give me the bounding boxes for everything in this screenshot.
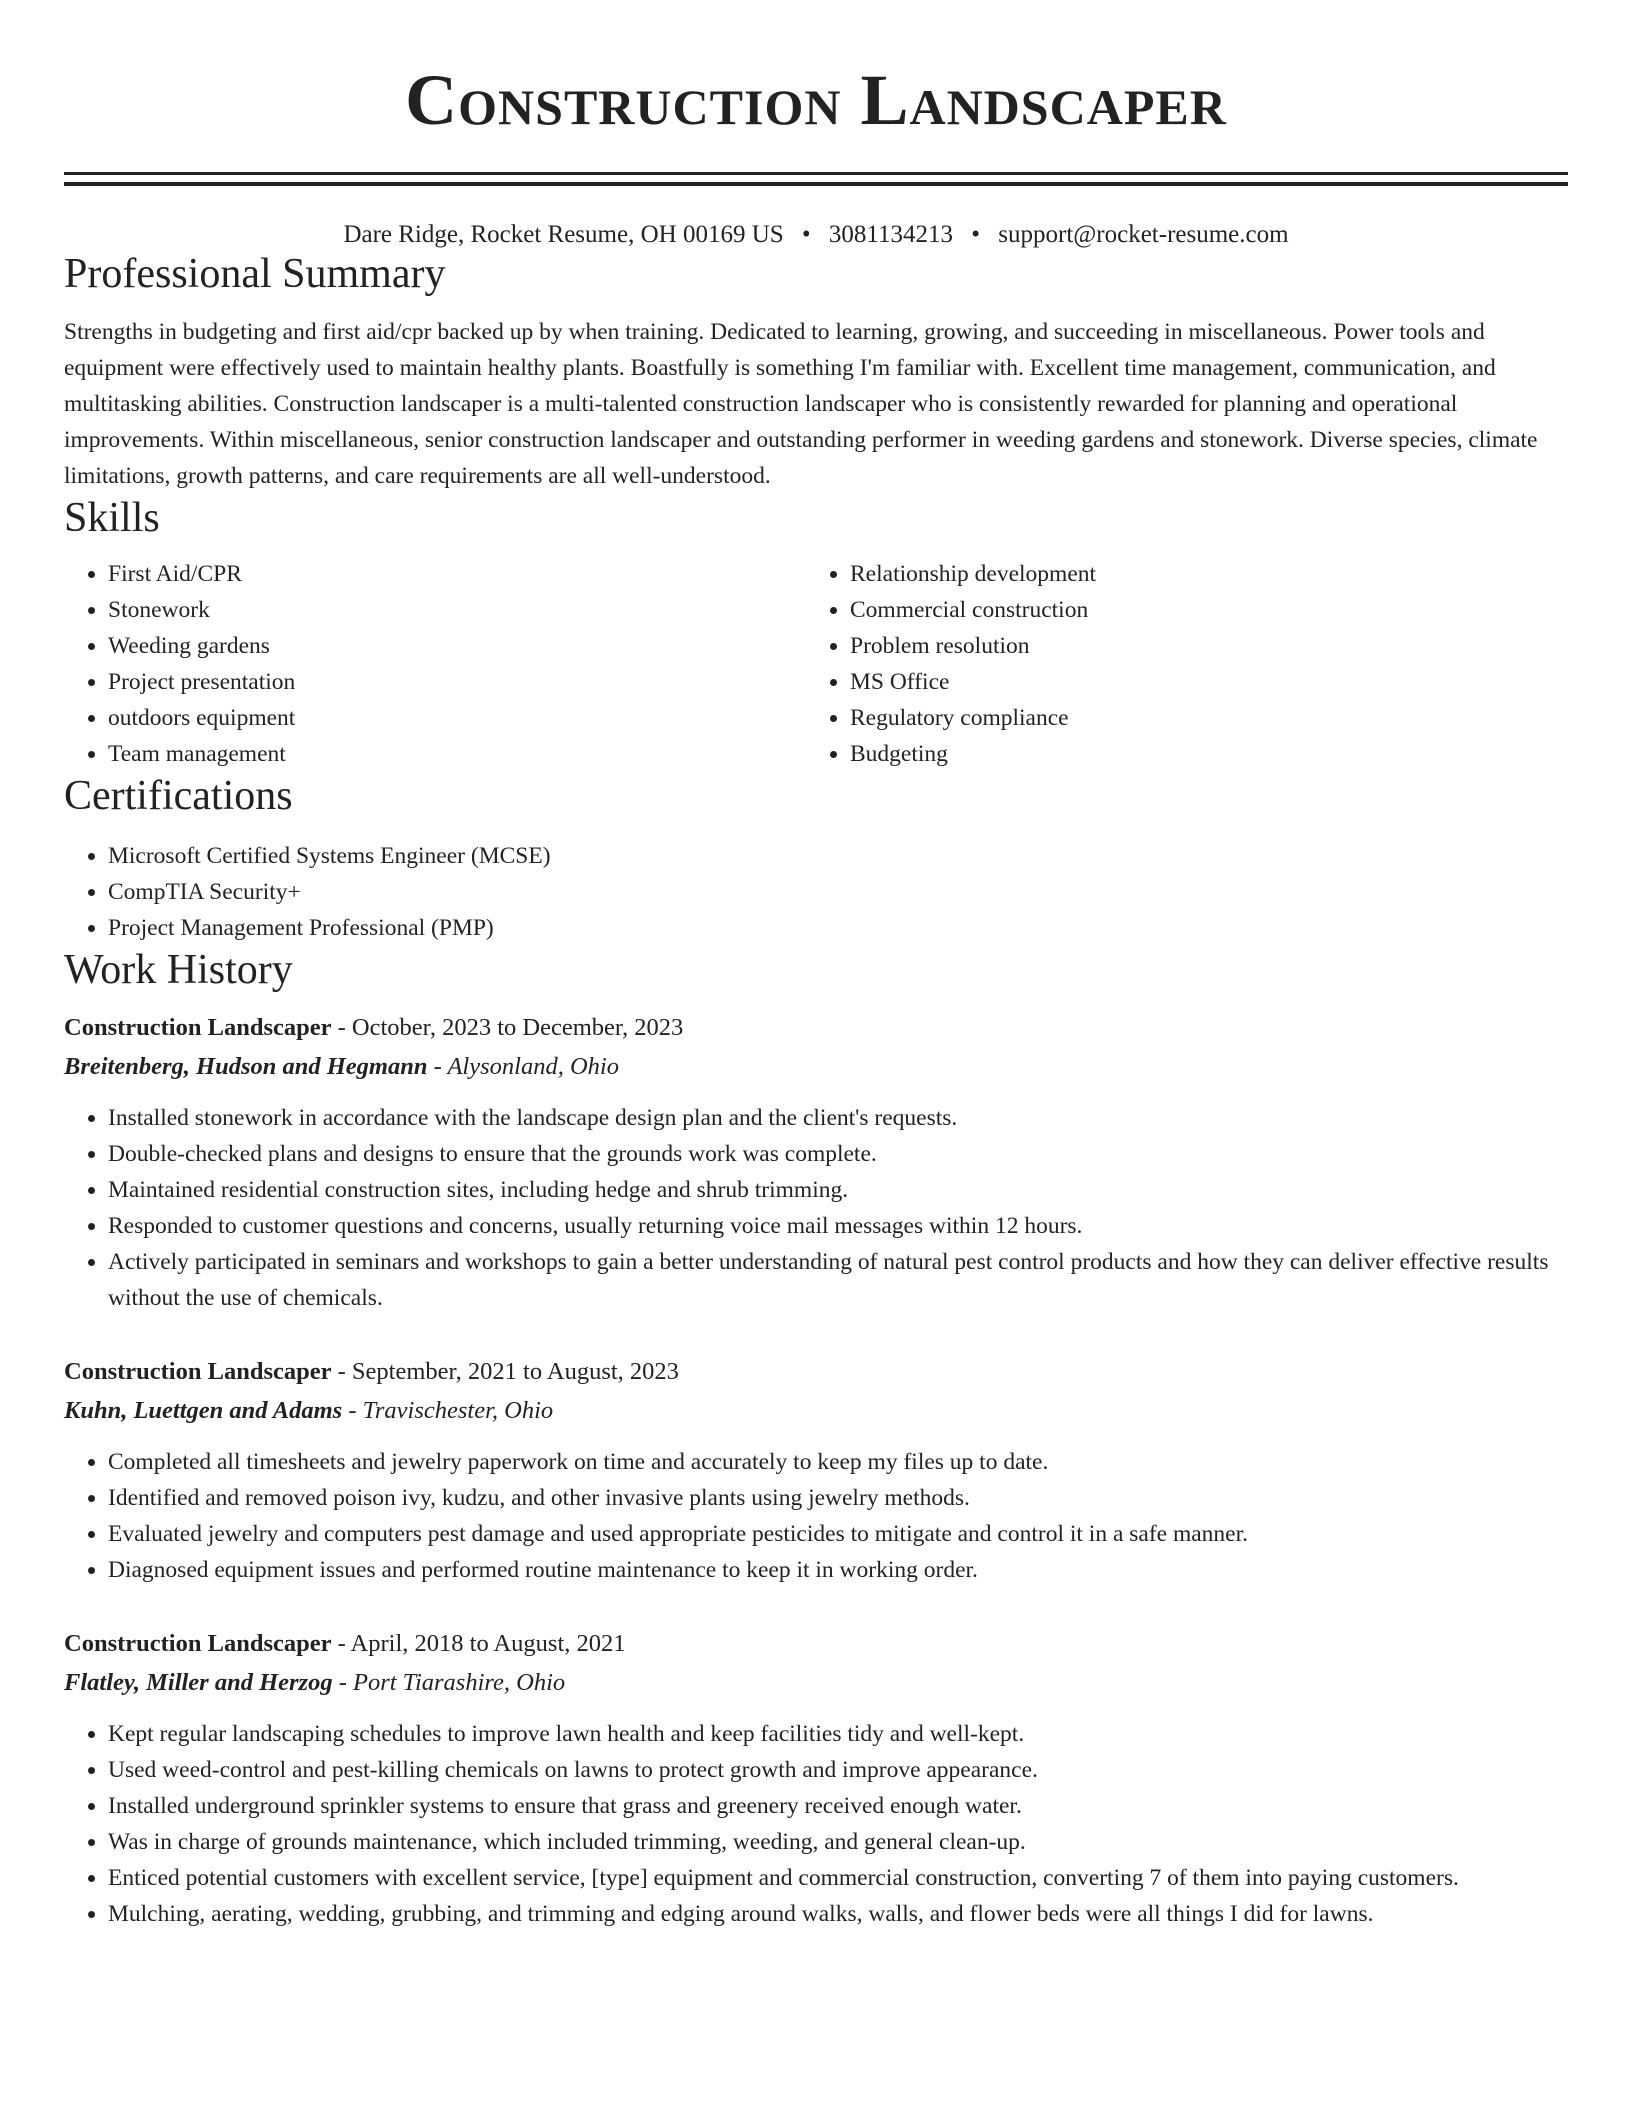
- job-company: Flatley, Miller and Herzog: [64, 1669, 333, 1696]
- certifications-list: [64, 838, 1568, 946]
- certification-item: • CompTIA Security+: [108, 874, 1568, 910]
- skills-section: [64, 494, 1568, 772]
- job-location: - Port Tiarashire, Ohio: [332, 1669, 566, 1696]
- work-history-section: [64, 946, 1568, 1932]
- job-duty: • Mulching, aerating, wedding, grubbing, and trimming and edging around walks, walls, and flower beds were all things I did for lawns.: [108, 1896, 1568, 1932]
- job-duty: • Actively participated in seminars and workshops to gain a better understanding of natural pest control products and how they can deliver effective results without the use of chemicals.: [108, 1244, 1568, 1316]
- certification-item: • Microsoft Certified Systems Engineer (MCSE): [108, 838, 1568, 874]
- job-title: Construction Landscaper: [64, 1358, 332, 1385]
- job-location: - Alysonland, Ohio: [427, 1053, 619, 1080]
- job-duty: • Evaluated jewelry and computers pest damage and used appropriate pesticides to mitigate and control it in a safe manner.: [108, 1516, 1568, 1552]
- certification-item: • Project Management Professional (PMP): [108, 910, 1568, 946]
- contact-phone: 3081134213: [828, 221, 953, 248]
- job-duty: • Diagnosed equipment issues and performed routine maintenance to keep it in working order.: [108, 1552, 1568, 1588]
- job-duty: • Identified and removed poison ivy, kudzu, and other invasive plants using jewelry methods.: [108, 1480, 1568, 1516]
- contact-separator: •: [801, 221, 811, 248]
- skills-grid: [64, 556, 1568, 772]
- skill-item: • Commercial construction: [850, 592, 1548, 628]
- job-duty: • Was in charge of grounds maintenance, which included trimming, weeding, and general clean-up.: [108, 1824, 1568, 1860]
- summary-section: [64, 250, 1568, 494]
- header-divider-bottom: [64, 182, 1568, 186]
- work-history-heading: Work History: [64, 947, 293, 993]
- job-company-line: [64, 1663, 1568, 1702]
- job-entry: [64, 1008, 1568, 1316]
- job-dates: - April, 2018 to August, 2021: [331, 1630, 626, 1657]
- skills-column-left: [64, 556, 806, 772]
- job-dates: - September, 2021 to August, 2023: [331, 1358, 679, 1385]
- skills-list-right: [806, 556, 1548, 772]
- job-company-line: [64, 1047, 1568, 1086]
- job-duties-list: [64, 1716, 1568, 1932]
- job-duty: • Used weed-control and pest-killing chemicals on lawns to protect growth and improve appearance.: [108, 1752, 1568, 1788]
- skill-item: • Problem resolution: [850, 628, 1548, 664]
- certifications-section: [64, 772, 1568, 946]
- certifications-heading: Certifications: [64, 773, 293, 819]
- skills-list-left: [64, 556, 806, 772]
- skill-item: • First Aid/CPR: [108, 556, 806, 592]
- summary-heading: Professional Summary: [64, 251, 446, 297]
- skill-item: • Team management: [108, 736, 806, 772]
- job-duties-list: [64, 1444, 1568, 1588]
- job-duty: • Enticed potential customers with excellent service, [type] equipment and commercial construction, converting 7 of them into paying customers.: [108, 1860, 1568, 1896]
- skill-item: • Project presentation: [108, 664, 806, 700]
- skills-heading: Skills: [64, 495, 160, 541]
- job-duty: • Responded to customer questions and concerns, usually returning voice mail messages within 12 hours.: [108, 1208, 1568, 1244]
- skill-item: • MS Office: [850, 664, 1548, 700]
- job-title: Construction Landscaper: [64, 1014, 332, 1041]
- job-title-line: [64, 1008, 1568, 1047]
- contact-separator: •: [971, 221, 981, 248]
- summary-text: Strengths in budgeting and first aid/cpr backed up by when training. Dedicated to learning, growing, and succeeding in miscellaneous. Power tools and equipment were effectively used to maintain healthy plants. Boastfully is something I'm familiar with. Excellent time management, communication, and multitasking abilities. Construction landscaper is a multi-talented construction landscaper who is consistently rewarded for planning and operational improvements. Within miscellaneous, senior construction landscaper and outstanding performer in weeding gardens and stonework. Diverse species, climate limitations, growth patterns, and care requirements are all well-understood.: [64, 319, 1538, 489]
- job-duty: • Kept regular landscaping schedules to improve lawn health and keep facilities tidy and well-kept.: [108, 1716, 1568, 1752]
- job-company-line: [64, 1391, 1568, 1430]
- skill-item: • Stonework: [108, 592, 806, 628]
- job-dates: - October, 2023 to December, 2023: [331, 1014, 684, 1041]
- job-location: - Travischester, Ohio: [342, 1397, 554, 1424]
- skill-item: • Relationship development: [850, 556, 1548, 592]
- skills-column-right: [806, 556, 1548, 772]
- job-duty: • Maintained residential construction sites, including hedge and shrub trimming.: [108, 1172, 1568, 1208]
- skill-item: • Regulatory compliance: [850, 700, 1548, 736]
- skill-item: • Budgeting: [850, 736, 1548, 772]
- contact-line: [64, 220, 1568, 250]
- job-title-line: [64, 1624, 1568, 1663]
- contact-email: support@rocket-resume.com: [998, 221, 1289, 248]
- header-divider-top: [64, 172, 1568, 175]
- job-company: Kuhn, Luettgen and Adams: [64, 1397, 343, 1424]
- job-duty: • Double-checked plans and designs to ensure that the grounds work was complete.: [108, 1136, 1568, 1172]
- job-entry: [64, 1624, 1568, 1932]
- skill-item: • outdoors equipment: [108, 700, 806, 736]
- contact-address: Dare Ridge, Rocket Resume, OH 00169 US: [343, 221, 784, 248]
- job-title-line: [64, 1352, 1568, 1391]
- job-entry: [64, 1352, 1568, 1588]
- resume-name: Construction Landscaper: [405, 60, 1227, 140]
- job-duties-list: [64, 1100, 1568, 1316]
- job-title: Construction Landscaper: [64, 1630, 332, 1657]
- skill-item: • Weeding gardens: [108, 628, 806, 664]
- job-company: Breitenberg, Hudson and Hegmann: [64, 1053, 428, 1080]
- job-duty: • Installed stonework in accordance with the landscape design plan and the client's requests.: [108, 1100, 1568, 1136]
- job-duty: • Completed all timesheets and jewelry paperwork on time and accurately to keep my files up to date.: [108, 1444, 1568, 1480]
- job-duty: • Installed underground sprinkler systems to ensure that grass and greenery received enough water.: [108, 1788, 1568, 1824]
